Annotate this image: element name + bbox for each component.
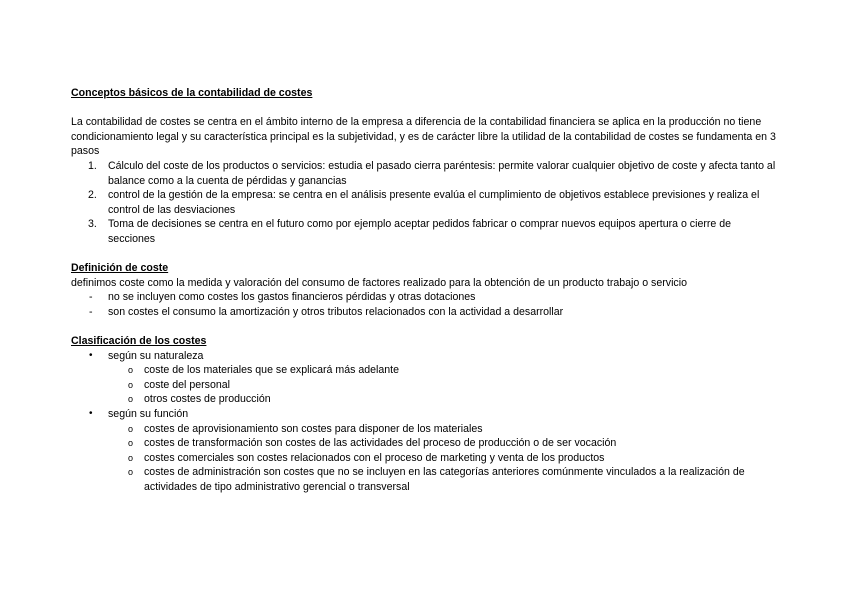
circle-bullet-icon: o xyxy=(128,394,134,405)
sublist-naturaleza xyxy=(108,363,776,407)
sublist-item xyxy=(71,436,776,451)
list-number: 1. xyxy=(88,159,97,172)
heading-clasificacion-costes: Clasificación de los costes xyxy=(71,335,207,348)
heading-definicion-coste: Definición de coste xyxy=(71,262,169,275)
list-item-text: control de la gestión de la empresa: se centra en el análisis presente evalúa el cumplimiento de objetivos establece previsiones y realiza el control de las desviaciones xyxy=(108,189,760,216)
sublist-item-text: costes comerciales son costes relacionados con el proceso de marketing y venta de los productos xyxy=(144,451,605,464)
dash-marker: - xyxy=(89,305,93,318)
steps-list xyxy=(71,159,776,247)
spacer xyxy=(71,247,776,262)
circle-bullet-icon: o xyxy=(128,423,134,434)
list-item xyxy=(71,217,776,246)
list-item xyxy=(71,349,776,407)
sublist-item xyxy=(71,392,776,407)
document-content xyxy=(71,86,776,495)
list-item-text: son costes el consumo la amortización y otros tributos relacionados con la actividad a desarrollar xyxy=(108,305,564,318)
list-item-text: según su naturaleza xyxy=(108,349,204,362)
list-item-text: Toma de decisiones se centra en el futuro como por ejemplo aceptar pedidos fabricar o comprar nuevos equipos apertura o cierre de secciones xyxy=(108,218,732,245)
list-number: 3. xyxy=(88,218,97,231)
sublist-item xyxy=(71,422,776,437)
list-item-text: según su función xyxy=(108,408,189,421)
circle-bullet-icon: o xyxy=(128,452,134,463)
intro-paragraph: La contabilidad de costes se centra en el ámbito interno de la empresa a diferencia de la contabilidad financiera se aplica en la producción no tiene condicionamiento legal y su característica principal es la subjetividad, y es de carácter libre la utilidad de la contabilidad de costes se fundamenta en 3 pasos xyxy=(71,116,776,158)
list-item xyxy=(71,290,776,305)
classification-list xyxy=(71,349,776,495)
sublist-item-text: costes de transformación son costes de las actividades del proceso de producción o de ser vocación xyxy=(144,437,617,450)
list-item xyxy=(71,305,776,320)
circle-bullet-icon: o xyxy=(128,438,134,449)
sublist-item xyxy=(71,465,776,494)
sublist-item xyxy=(71,363,776,378)
sublist-item-text: otros costes de producción xyxy=(144,393,271,406)
sublist-item-text: coste de los materiales que se explicará más adelante xyxy=(144,364,399,377)
bullet-icon: • xyxy=(89,349,93,361)
sublist-item xyxy=(71,378,776,393)
sublist-funcion xyxy=(108,422,776,495)
list-item-text: Cálculo del coste de los productos o servicios: estudia el pasado cierra paréntesis: permite valorar cualquier objetivo de coste y afecta tanto al balance como a la cuenta de pérdidas y ganancias xyxy=(108,159,776,187)
list-item xyxy=(71,407,776,495)
sublist-item-text: coste del personal xyxy=(144,378,230,391)
bullet-icon: • xyxy=(89,408,93,420)
circle-bullet-icon: o xyxy=(128,379,134,390)
definition-paragraph: definimos coste como la medida y valoración del consumo de factores realizado para la obtención de un producto trabajo o servicio xyxy=(71,276,687,289)
sublist-item xyxy=(71,451,776,466)
heading-conceptos-basicos: Conceptos básicos de la contabilidad de costes xyxy=(71,87,313,99)
list-number: 2. xyxy=(88,189,97,202)
definition-list xyxy=(71,290,776,319)
list-item xyxy=(71,188,776,217)
list-item xyxy=(71,159,776,188)
circle-bullet-icon: o xyxy=(128,365,134,376)
spacer xyxy=(71,101,776,116)
dash-marker: - xyxy=(89,291,93,304)
spacer xyxy=(71,320,776,335)
list-item-text: no se incluyen como costes los gastos financieros pérdidas y otras dotaciones xyxy=(108,291,476,304)
sublist-item-text: costes de aprovisionamiento son costes para disponer de los materiales xyxy=(144,422,483,435)
circle-bullet-icon: o xyxy=(128,467,134,478)
sublist-item-text: costes de administración son costes que no se incluyen en las categorías anteriores comúnmente vinculados a la realización de actividades de tipo administrativo gerencial o transversal xyxy=(144,466,745,494)
